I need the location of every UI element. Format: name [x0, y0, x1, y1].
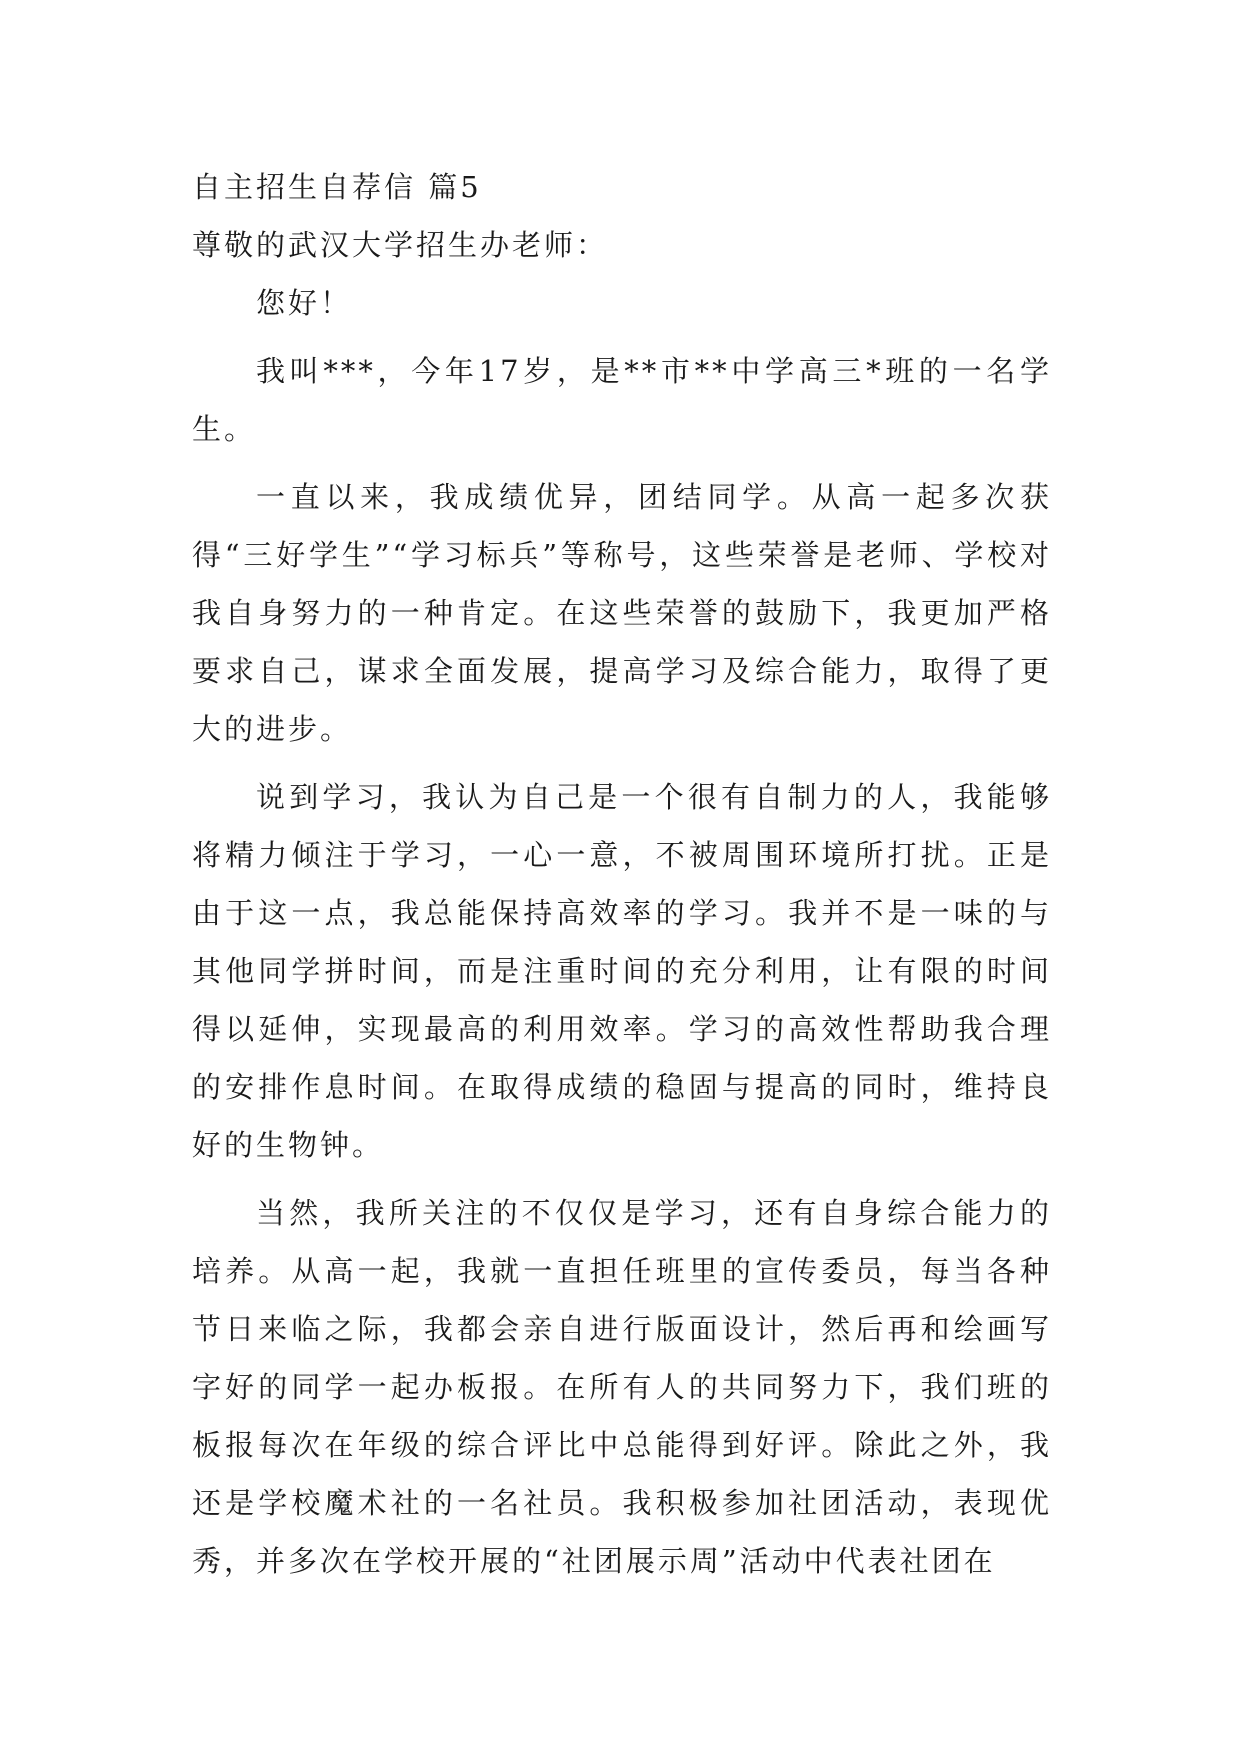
paragraph-abilities: 当然，我所关注的不仅仅是学习，还有自身综合能力的培养。从高一起，我就一直担任班里的宣传委员，每当各种节日来临之际，我都会亲自进行版面设计，然后再和绘画写字好的同学一起办板报。在所有人的共同努力下，我们班的板报每次在年级的综合评比中总能得到好评。除此之外，我还是学校魔术社的一名社员。我积极参加社团活动，表现优秀，并多次在学校开展的“社团展示周”活动中代表社团在 — [192, 1196, 1052, 1578]
paragraph-achievements: 一直以来，我成绩优异，团结同学。从高一起多次获得“三好学生”“学习标兵”等称号，这些荣誉是老师、学校对我自身努力的一种肯定。在这些荣誉的鼓励下，我更加严格要求自己，谋求全面发展，提高学习及综合能力，取得了更大的进步。 — [192, 480, 1052, 746]
paragraph-intro: 我叫***，今年17岁，是**市**中学高三*班的一名学生。 — [192, 354, 1052, 446]
document-title: 自主招生自荐信 篇5 — [192, 170, 482, 204]
greeting: 您好！ — [256, 286, 353, 320]
paragraph-study: 说到学习，我认为自己是一个很有自制力的人，我能够将精力倾注于学习，一心一意，不被周围环境所打扰。正是由于这一点，我总能保持高效率的学习。我并不是一味的与其他同学拼时间，而是注重时间的充分利用，让有限的时间得以延伸，实现最高的利用效率。学习的高效性帮助我合理的安排作息时间。在取得成绩的稳固与提高的同时，维持良好的生物钟。 — [192, 780, 1052, 1162]
letter-body — [192, 158, 1052, 1600]
salutation: 尊敬的武汉大学招生办老师： — [192, 228, 609, 262]
